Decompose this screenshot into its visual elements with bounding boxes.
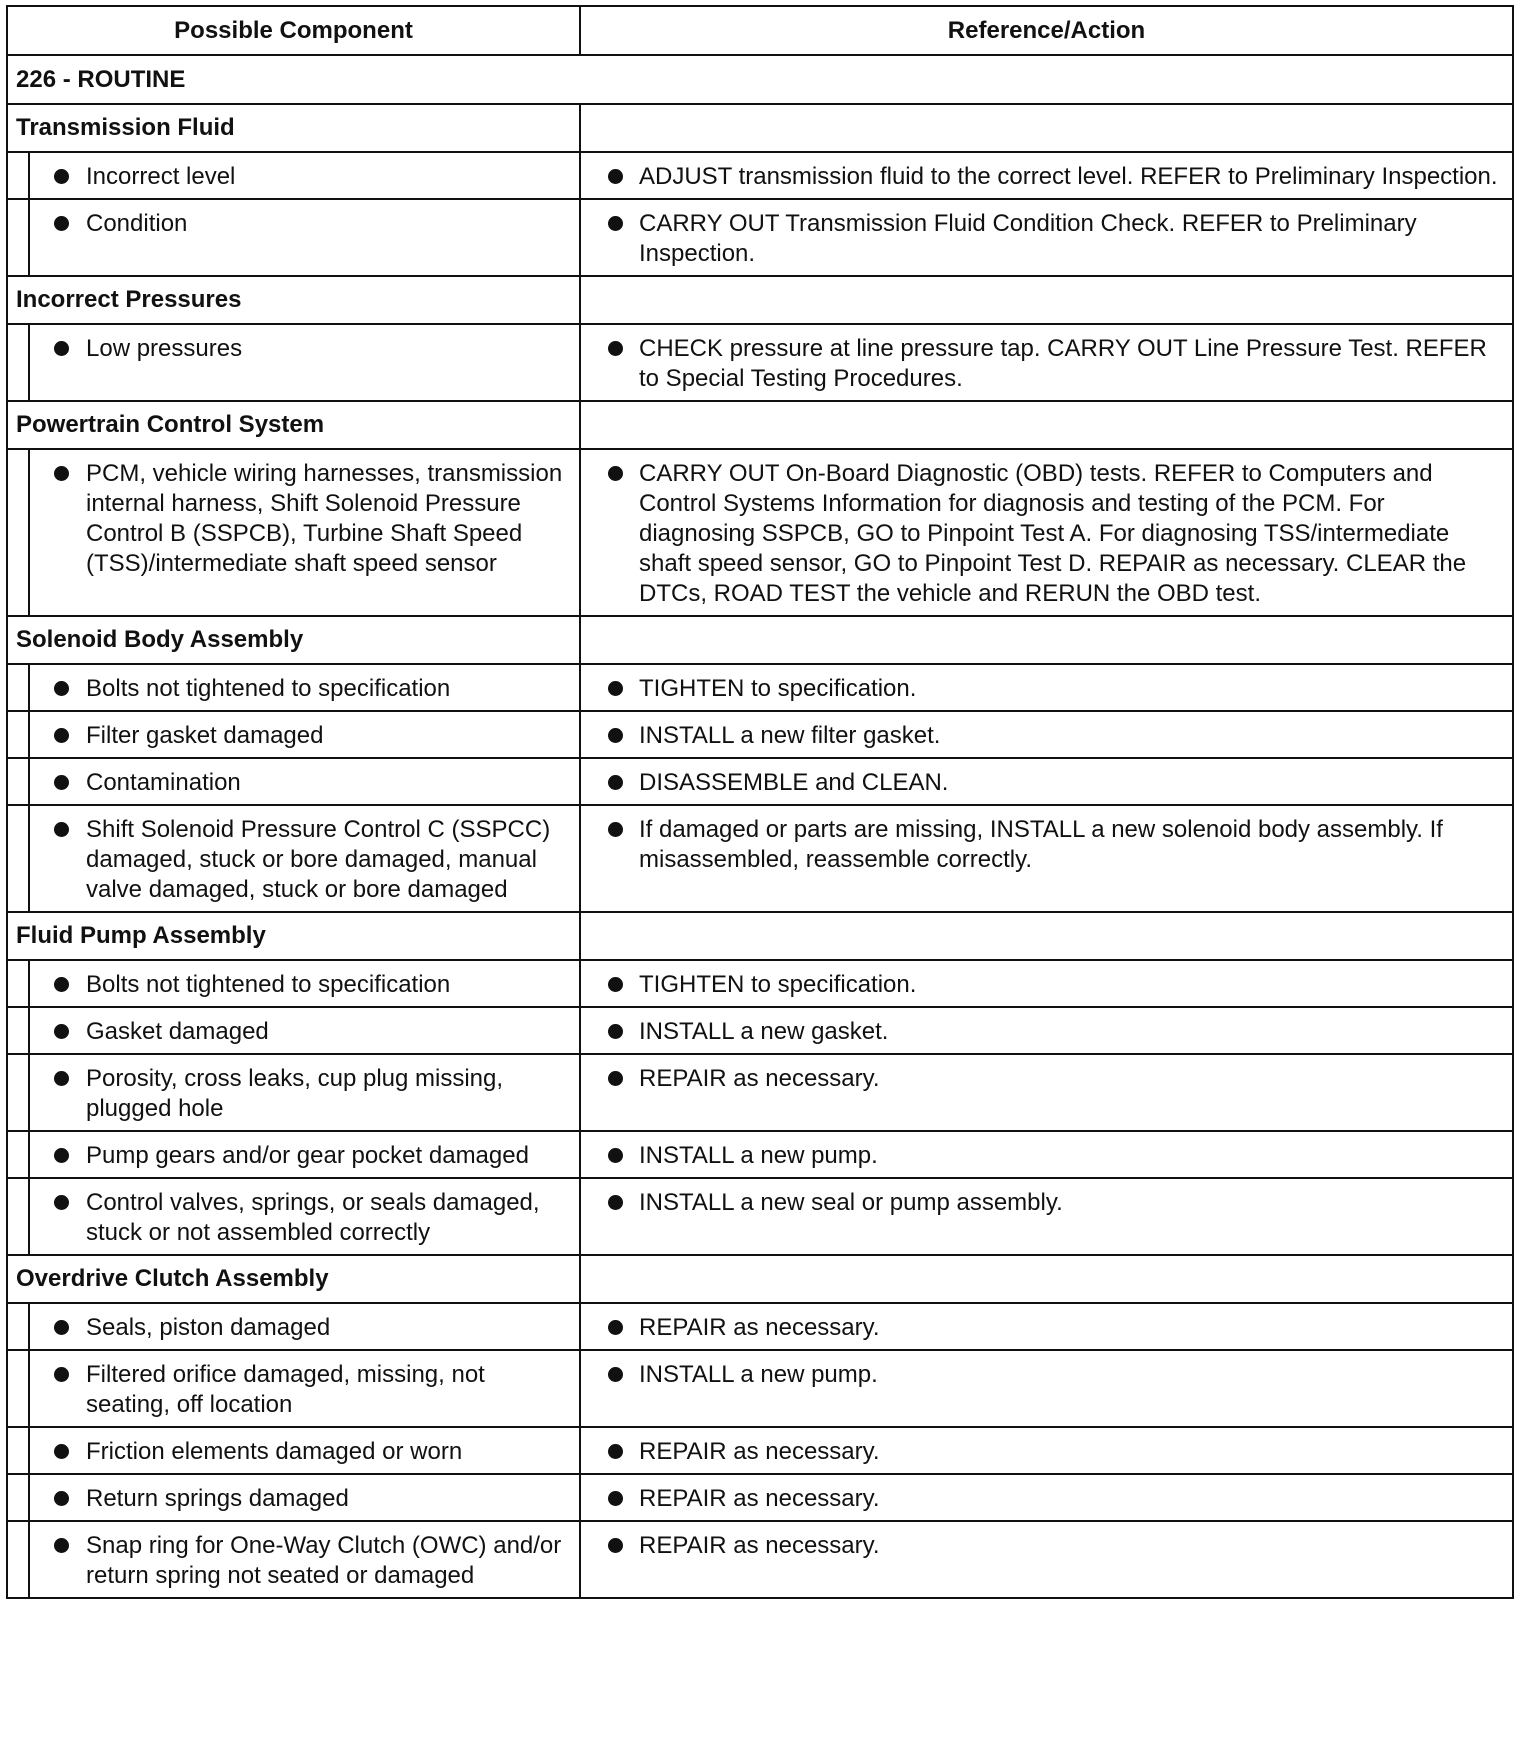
component-text: Porosity, cross leaks, cup plug missing, plugged hole	[86, 1065, 504, 1122]
group-action-empty	[580, 616, 1513, 664]
diagnosis-table-page	[6, 5, 1514, 1599]
table-row	[7, 1303, 1513, 1350]
indent-cell	[7, 1007, 29, 1054]
bullet-icon	[608, 1024, 623, 1039]
indent-cell	[7, 1131, 29, 1178]
bullet-icon	[608, 466, 623, 481]
action-cell	[580, 1131, 1513, 1178]
indent-cell	[7, 711, 29, 758]
component-text: Control valves, springs, or seals damaged, stuck or not assembled correctly	[86, 1189, 540, 1246]
component-text: Contamination	[86, 769, 241, 796]
bullet-icon	[54, 775, 69, 790]
table-row	[7, 1007, 1513, 1054]
bullet-icon	[608, 775, 623, 790]
table-row	[7, 664, 1513, 711]
group-action-empty	[580, 276, 1513, 324]
table-row	[7, 1350, 1513, 1427]
component-cell	[29, 1007, 580, 1054]
indent-cell	[7, 960, 29, 1007]
group-action-empty	[580, 104, 1513, 152]
bullet-icon	[54, 1538, 69, 1553]
table-row	[7, 1427, 1513, 1474]
component-cell	[29, 1427, 580, 1474]
component-text: Bolts not tightened to specification	[86, 675, 451, 702]
component-cell	[29, 664, 580, 711]
table-row	[7, 199, 1513, 276]
action-cell	[580, 324, 1513, 401]
group-row	[7, 401, 1513, 449]
action-cell	[580, 960, 1513, 1007]
table-body	[7, 55, 1513, 1598]
component-cell	[29, 1521, 580, 1598]
bullet-icon	[54, 1367, 69, 1382]
action-text: INSTALL a new seal or pump assembly.	[639, 1189, 1063, 1216]
component-text: Bolts not tightened to specification	[86, 971, 451, 998]
component-text: Filter gasket damaged	[86, 722, 324, 749]
bullet-icon	[54, 822, 69, 837]
bullet-icon	[54, 1195, 69, 1210]
bullet-icon	[54, 216, 69, 231]
bullet-icon	[608, 1071, 623, 1086]
component-cell	[29, 1054, 580, 1131]
table-row	[7, 324, 1513, 401]
table-row	[7, 960, 1513, 1007]
bullet-icon	[608, 169, 623, 184]
bullet-icon	[54, 1320, 69, 1335]
bullet-icon	[608, 1538, 623, 1553]
component-cell	[29, 960, 580, 1007]
component-text: Seals, piston damaged	[86, 1314, 331, 1341]
bullet-icon	[54, 1491, 69, 1506]
diagnosis-table	[6, 5, 1514, 1599]
table-row	[7, 758, 1513, 805]
table-row	[7, 1178, 1513, 1255]
bullet-icon	[608, 1491, 623, 1506]
component-text: Friction elements damaged or worn	[86, 1438, 463, 1465]
bullet-icon	[54, 1024, 69, 1039]
bullet-icon	[608, 1367, 623, 1382]
action-cell	[580, 711, 1513, 758]
component-cell	[29, 324, 580, 401]
action-cell	[580, 664, 1513, 711]
group-row	[7, 276, 1513, 324]
component-text: Shift Solenoid Pressure Control C (SSPCC) damaged, stuck or bore damaged, manual valve damaged, stuck or bore damaged	[86, 816, 551, 903]
action-text: REPAIR as necessary.	[639, 1065, 880, 1092]
indent-cell	[7, 324, 29, 401]
action-cell	[580, 1474, 1513, 1521]
header-reference-action: Reference/Action	[580, 6, 1513, 55]
action-text: CHECK pressure at line pressure tap. CARRY OUT Line Pressure Test. REFER to Special Testing Procedures.	[639, 335, 1487, 392]
indent-cell	[7, 1054, 29, 1131]
indent-cell	[7, 152, 29, 199]
group-row	[7, 616, 1513, 664]
bullet-icon	[54, 1444, 69, 1459]
indent-cell	[7, 805, 29, 912]
bullet-icon	[608, 728, 623, 743]
group-title: Powertrain Control System	[7, 401, 580, 449]
component-cell	[29, 1350, 580, 1427]
indent-cell	[7, 1178, 29, 1255]
action-text: CARRY OUT Transmission Fluid Condition Check. REFER to Preliminary Inspection.	[639, 210, 1417, 267]
bullet-icon	[608, 1148, 623, 1163]
bullet-icon	[608, 681, 623, 696]
indent-cell	[7, 758, 29, 805]
bullet-icon	[54, 728, 69, 743]
bullet-icon	[54, 1071, 69, 1086]
bullet-icon	[608, 977, 623, 992]
group-title: Overdrive Clutch Assembly	[7, 1255, 580, 1303]
action-cell	[580, 1427, 1513, 1474]
action-text: If damaged or parts are missing, INSTALL a new solenoid body assembly. If misassembled, reassemble correctly.	[639, 816, 1443, 873]
bullet-icon	[54, 169, 69, 184]
component-text: Return springs damaged	[86, 1485, 349, 1512]
component-cell	[29, 1474, 580, 1521]
component-text: Snap ring for One-Way Clutch (OWC) and/or return spring not seated or damaged	[86, 1532, 562, 1589]
component-cell	[29, 1178, 580, 1255]
table-row	[7, 1131, 1513, 1178]
bullet-icon	[608, 1195, 623, 1210]
table-row	[7, 805, 1513, 912]
component-cell	[29, 758, 580, 805]
component-text: Filtered orifice damaged, missing, not seating, off location	[86, 1361, 485, 1418]
bullet-icon	[54, 977, 69, 992]
action-text: CARRY OUT On-Board Diagnostic (OBD) tests. REFER to Computers and Control Systems Information for diagnosis and testing of the PCM. For diagnosing SSPCB, GO to Pinpoint Test A. For diagnosing TSS/intermediate shaft speed sensor, GO to Pinpoint Test D. REPAIR as necessary. CLEAR the DTCs, ROAD TEST the vehicle and RERUN the OBD test.	[639, 460, 1467, 607]
action-cell	[580, 1521, 1513, 1598]
bullet-icon	[54, 466, 69, 481]
indent-cell	[7, 1427, 29, 1474]
component-text: Low pressures	[86, 335, 243, 362]
group-title: Incorrect Pressures	[7, 276, 580, 324]
group-title: Fluid Pump Assembly	[7, 912, 580, 960]
indent-cell	[7, 664, 29, 711]
indent-cell	[7, 1350, 29, 1427]
indent-cell	[7, 1521, 29, 1598]
group-action-empty	[580, 912, 1513, 960]
table-row	[7, 1474, 1513, 1521]
group-row	[7, 912, 1513, 960]
action-text: INSTALL a new gasket.	[639, 1018, 889, 1045]
bullet-icon	[608, 1444, 623, 1459]
action-cell	[580, 1054, 1513, 1131]
table-row	[7, 1521, 1513, 1598]
group-row	[7, 104, 1513, 152]
component-cell	[29, 1303, 580, 1350]
header-possible-component: Possible Component	[7, 6, 580, 55]
component-cell	[29, 152, 580, 199]
table-row	[7, 711, 1513, 758]
component-text: PCM, vehicle wiring harnesses, transmission internal harness, Shift Solenoid Pressure Control B (SSPCB), Turbine Shaft Speed (TSS)/intermediate shaft speed sensor	[86, 460, 563, 577]
component-cell	[29, 711, 580, 758]
bullet-icon	[608, 341, 623, 356]
routine-row	[7, 55, 1513, 104]
action-cell	[580, 1007, 1513, 1054]
group-row	[7, 1255, 1513, 1303]
table-row	[7, 152, 1513, 199]
bullet-icon	[608, 216, 623, 231]
bullet-icon	[54, 681, 69, 696]
component-cell	[29, 449, 580, 616]
group-title: Transmission Fluid	[7, 104, 580, 152]
group-action-empty	[580, 401, 1513, 449]
action-text: REPAIR as necessary.	[639, 1314, 880, 1341]
component-text: Pump gears and/or gear pocket damaged	[86, 1142, 529, 1169]
action-text: REPAIR as necessary.	[639, 1438, 880, 1465]
bullet-icon	[608, 1320, 623, 1335]
action-cell	[580, 1178, 1513, 1255]
routine-label: 226 - ROUTINE	[7, 55, 1513, 104]
action-text: TIGHTEN to specification.	[639, 675, 917, 702]
indent-cell	[7, 1303, 29, 1350]
action-text: INSTALL a new pump.	[639, 1361, 878, 1388]
component-cell	[29, 805, 580, 912]
indent-cell	[7, 449, 29, 616]
bullet-icon	[608, 822, 623, 837]
bullet-icon	[54, 341, 69, 356]
action-text: TIGHTEN to specification.	[639, 971, 917, 998]
action-cell	[580, 449, 1513, 616]
action-cell	[580, 805, 1513, 912]
bullet-icon	[54, 1148, 69, 1163]
table-row	[7, 449, 1513, 616]
action-text: REPAIR as necessary.	[639, 1532, 880, 1559]
action-cell	[580, 152, 1513, 199]
component-cell	[29, 1131, 580, 1178]
action-text: REPAIR as necessary.	[639, 1485, 880, 1512]
action-cell	[580, 1303, 1513, 1350]
group-title: Solenoid Body Assembly	[7, 616, 580, 664]
action-text: DISASSEMBLE and CLEAN.	[639, 769, 949, 796]
component-cell	[29, 199, 580, 276]
table-row	[7, 1054, 1513, 1131]
action-cell	[580, 758, 1513, 805]
indent-cell	[7, 1474, 29, 1521]
indent-cell	[7, 199, 29, 276]
action-cell	[580, 199, 1513, 276]
action-text: ADJUST transmission fluid to the correct level. REFER to Preliminary Inspection.	[639, 163, 1498, 190]
component-text: Condition	[86, 210, 188, 237]
action-text: INSTALL a new pump.	[639, 1142, 878, 1169]
component-text: Incorrect level	[86, 163, 236, 190]
component-text: Gasket damaged	[86, 1018, 269, 1045]
action-text: INSTALL a new filter gasket.	[639, 722, 941, 749]
group-action-empty	[580, 1255, 1513, 1303]
action-cell	[580, 1350, 1513, 1427]
table-header-row	[7, 6, 1513, 55]
